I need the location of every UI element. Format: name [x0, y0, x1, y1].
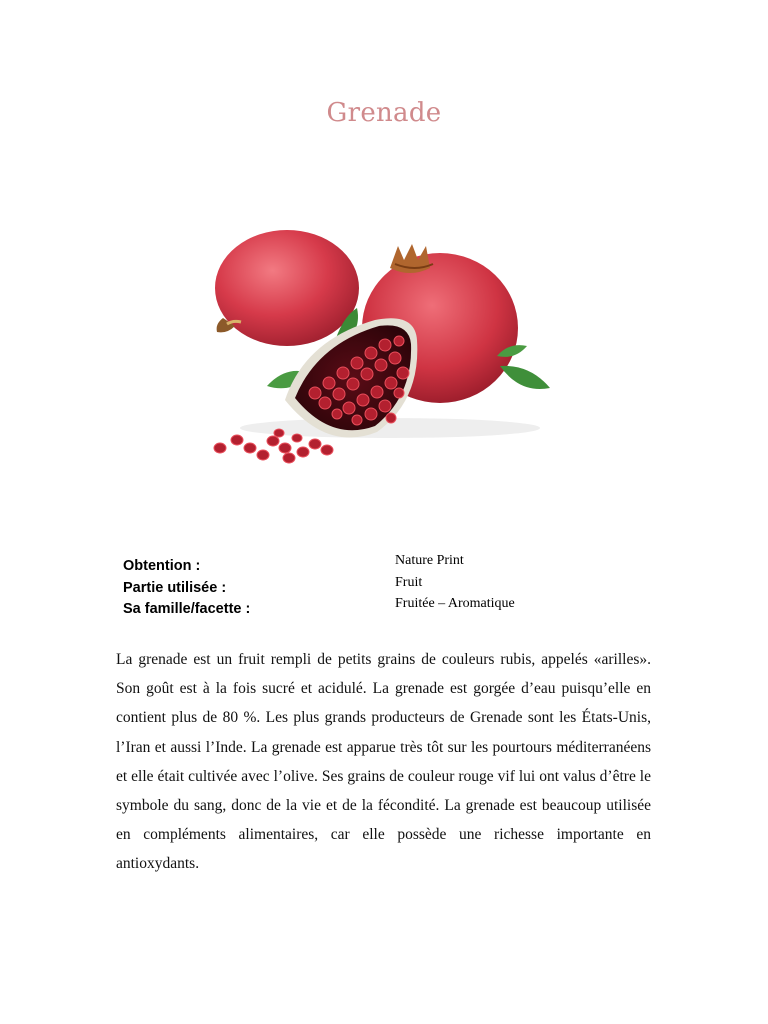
page-title: Grenade: [326, 98, 442, 128]
property-values: [395, 550, 515, 615]
value-obtention: Nature Print: [395, 553, 464, 568]
value-famille-facette: Fruitée – Aromatique: [395, 596, 515, 611]
value-partie-utilisee: Fruit: [395, 574, 423, 590]
pomegranate-illustration: [205, 228, 565, 468]
pomegranate-left-icon: [215, 230, 359, 346]
label-famille-facette: Sa famille/facette :: [123, 601, 251, 617]
description-paragraph: La grenade est un fruit rempli de petits grains de couleurs rubis, appelés «arilles». Son goût est à la fois sucré et acidulé. La grenade est gorgée d’eau puisqu’elle en contient plus de 80 %. Les plus grands producteurs de Grenade sont les États-Unis, l’Iran et aussi l’Inde. La grenade est apparue très tôt sur les pourtours méditerranéens et elle était cultivée avec l’olive. Ses grains de couleur rouge vif lui ont valus d’être le symbole du sang, donc de la vie et de la fécondité. La grenade est beaucoup utilisée en compléments alimentaires, car elle possède une richesse importante en antioxydants.: [116, 651, 651, 873]
label-partie-utilisee: Partie utilisée :: [123, 579, 227, 596]
label-obtention: Obtention :: [123, 558, 201, 574]
property-labels: [123, 556, 250, 621]
